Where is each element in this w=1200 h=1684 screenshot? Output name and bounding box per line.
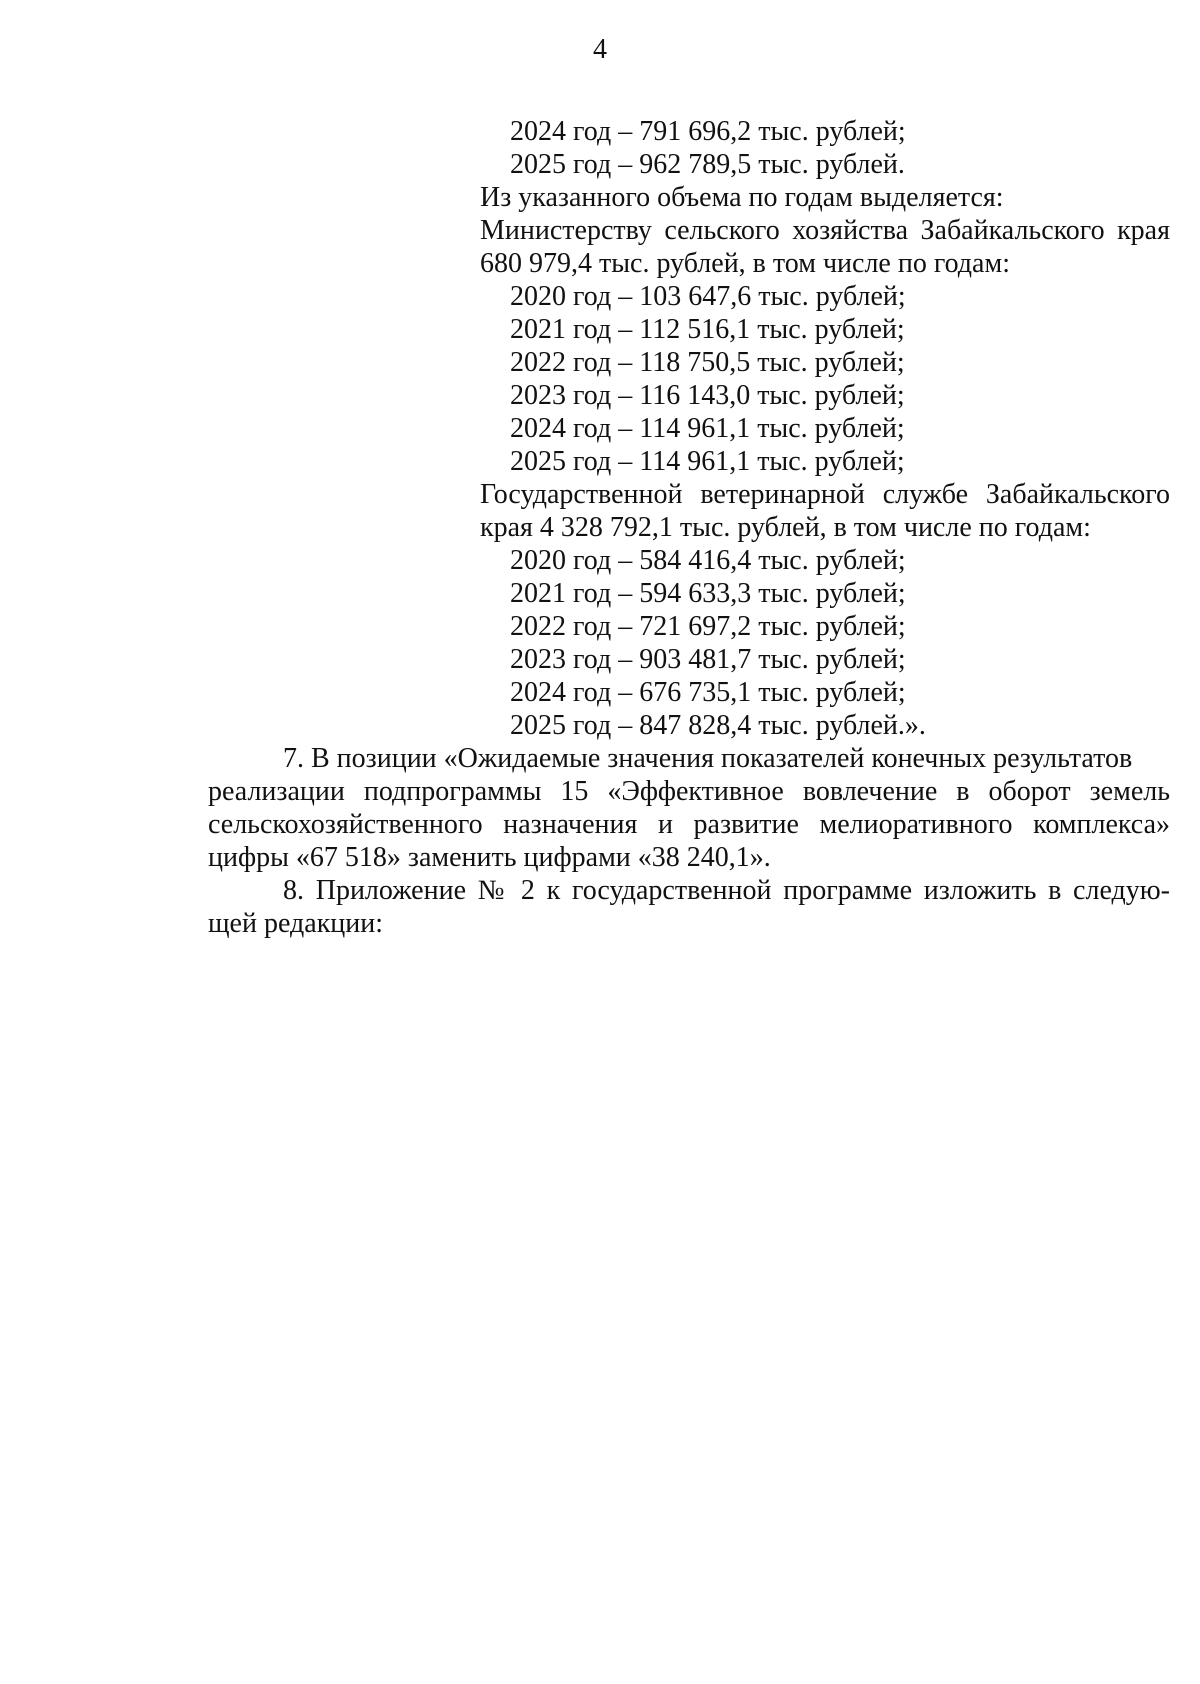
text-line: 2022 год – 721 697,2 тыс. рублей; [510, 611, 906, 642]
page-number: 4 [593, 34, 607, 65]
text-line: 2022 год – 118 750,5 тыс. рублей; [510, 347, 905, 378]
paragraph-7-line: цифры «67 518» заменить цифрами «38 240,1». [208, 842, 771, 873]
paragraph-8-line: 8. Приложение № 2 к государственной программе изложить в следую- [283, 875, 1170, 906]
text-line: 2024 год – 791 696,2 тыс. рублей; [510, 116, 906, 147]
text-line: 2025 год – 847 828,4 тыс. рублей.». [510, 710, 926, 741]
text-line: 2025 год – 962 789,5 тыс. рублей. [510, 149, 905, 180]
text-line: 2021 год – 594 633,3 тыс. рублей; [510, 578, 906, 609]
text-line: 2023 год – 903 481,7 тыс. рублей; [510, 644, 906, 675]
text-line: 2024 год – 114 961,1 тыс. рублей; [510, 413, 905, 444]
text-line: Министерству сельского хозяйства Забайкальского края [480, 215, 1170, 246]
paragraph-7-line: сельскохозяйственного назначения и развитие мелиоративного комплекса» [208, 809, 1170, 840]
text-line: 2025 год – 114 961,1 тыс. рублей; [510, 446, 905, 477]
text-line: Государственной ветеринарной службе Забайкальского [480, 479, 1170, 510]
paragraph-7-line: реализации подпрограммы 15 «Эффективное вовлечение в оборот земель [208, 776, 1170, 807]
text-line: 2021 год – 112 516,1 тыс. рублей; [510, 314, 905, 345]
text-line: 2023 год – 116 143,0 тыс. рублей; [510, 380, 905, 411]
text-line: 2020 год – 103 647,6 тыс. рублей; [510, 281, 906, 312]
text-line: края 4 328 792,1 тыс. рублей, в том числе по годам: [480, 512, 1091, 543]
paragraph-8-line: щей редакции: [208, 908, 384, 939]
paragraph-7-line: 7. В позиции «Ожидаемые значения показателей конечных результатов [283, 743, 1133, 774]
text-line: 2024 год – 676 735,1 тыс. рублей; [510, 677, 906, 708]
text-line: 680 979,4 тыс. рублей, в том числе по годам: [480, 248, 1010, 279]
text-line: Из указанного объема по годам выделяется: [480, 182, 1004, 213]
text-line: 2020 год – 584 416,4 тыс. рублей; [510, 545, 906, 576]
